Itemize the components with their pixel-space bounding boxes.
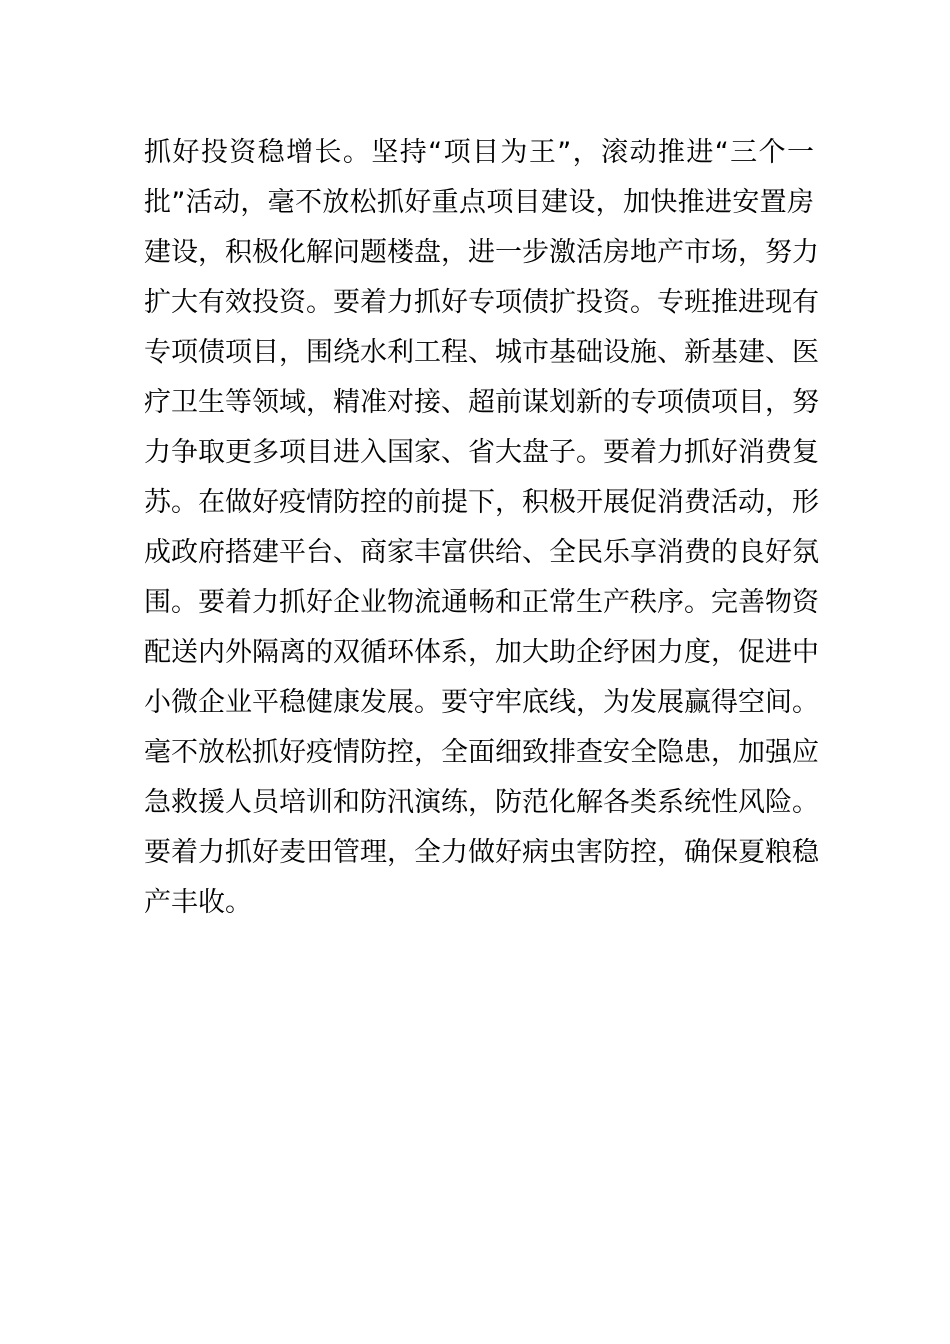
paragraph-line: 力争取更多项目进入国家、省大盘子。要着力抓好消费复 <box>144 437 819 468</box>
body-paragraph <box>144 128 819 928</box>
paragraph-line: 成政府搭建平台、商家丰富供给、全民乐享消费的良好氛 <box>144 537 819 568</box>
paragraph-line: 扩大有效投资。要着力抓好专项债扩投资。专班推进现有 <box>144 287 819 318</box>
paragraph-line: 专项债项目，围绕水利工程、城市基础设施、新基建、医 <box>144 337 819 368</box>
paragraph-line: 小微企业平稳健康发展。要守牢底线，为发展赢得空间。 <box>144 687 819 718</box>
paragraph-line: 产丰收。 <box>144 887 252 918</box>
paragraph-line: 抓好投资稳增长。坚持“项目为王”，滚动推进“三个一 <box>144 137 814 168</box>
paragraph-line: 急救援人员培训和防汛演练，防范化解各类系统性风险。 <box>144 787 819 818</box>
paragraph-line: 围。要着力抓好企业物流通畅和正常生产秩序。完善物资 <box>144 587 819 618</box>
paragraph-line: 苏。在做好疫情防控的前提下，积极开展促消费活动，形 <box>144 487 819 518</box>
paragraph-line: 批”活动，毫不放松抓好重点项目建设，加快推进安置房 <box>144 187 814 218</box>
paragraph-line: 配送内外隔离的双循环体系，加大助企纾困力度，促进中 <box>144 637 819 668</box>
paragraph-line: 要着力抓好麦田管理，全力做好病虫害防控，确保夏粮稳 <box>144 837 819 868</box>
paragraph-line: 建设，积极化解问题楼盘，进一步激活房地产市场，努力 <box>144 237 819 268</box>
paragraph-line: 毫不放松抓好疫情防控，全面细致排查安全隐患，加强应 <box>144 737 819 768</box>
paragraph-line: 疗卫生等领域，精准对接、超前谋划新的专项债项目，努 <box>144 387 819 418</box>
